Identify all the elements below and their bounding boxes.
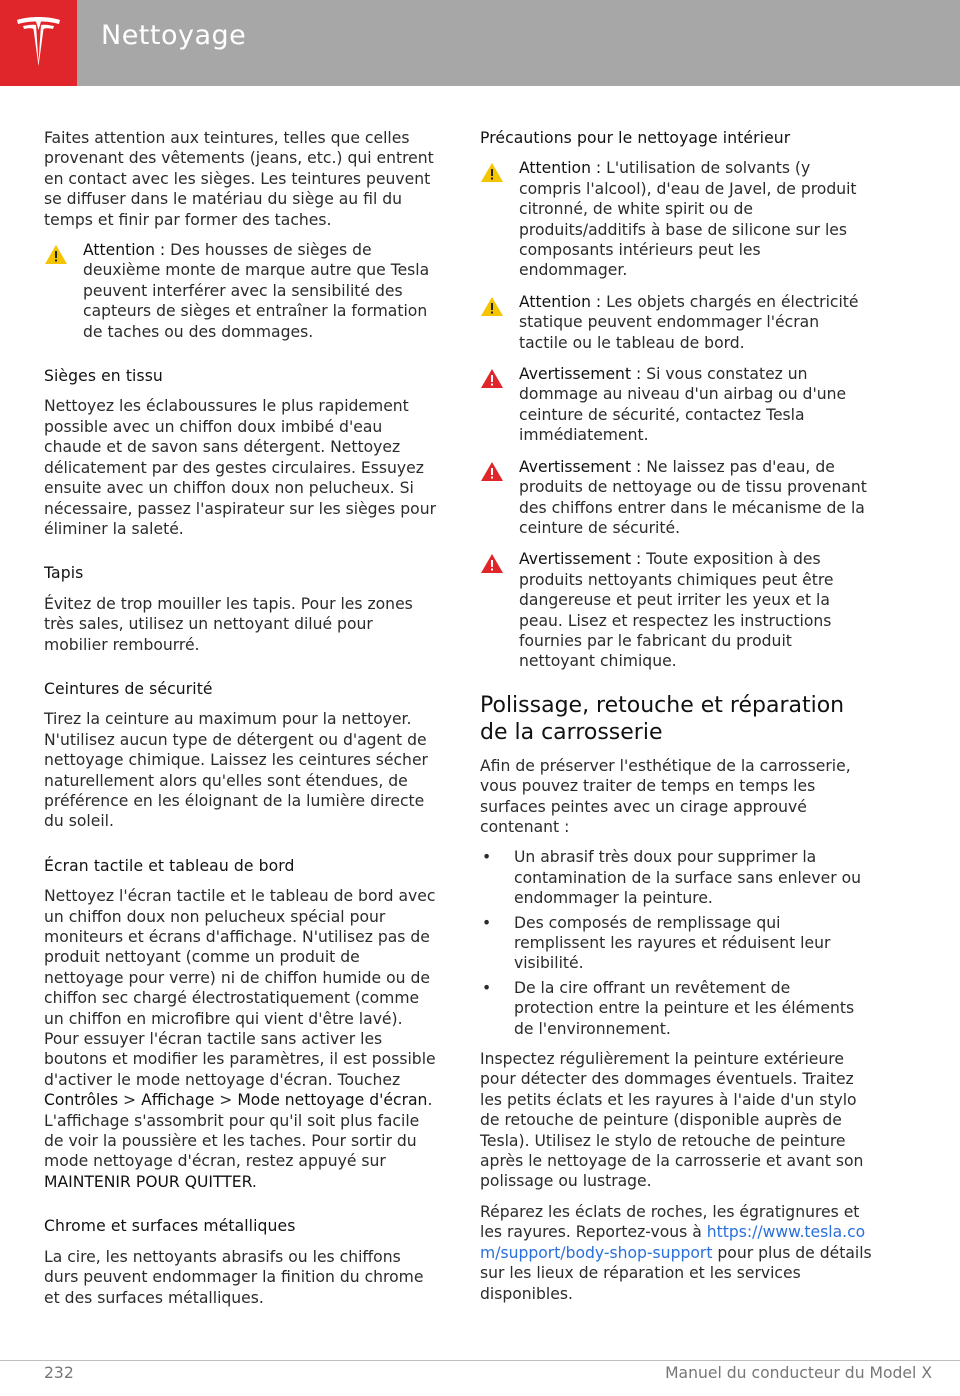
heading-fabric-seats: Sièges en tissu bbox=[44, 367, 163, 386]
list-item-text: Un abrasif très doux pour supprimer la contamination de la surface sans enlever ou endommager la peinture. bbox=[514, 848, 861, 908]
carpets-text: Évitez de trop mouiller les tapis. Pour les zones très sales, utilisez un nettoyant dilué pour mobilier rembourré. bbox=[44, 594, 413, 654]
bullet-marker: • bbox=[482, 978, 492, 997]
warning-notice bbox=[480, 549, 872, 671]
touchscreen-text-part: . L'affichage s'assombrit pour qu'il soit plus facile de voir la poussière et les taches. Pour sortir du mode nettoyage d'écran, restez appuyé sur bbox=[44, 1091, 433, 1171]
intro-paragraph: Faites attention aux teintures, telles que celles provenant des vêtements (jeans, etc.) qui entrent en contact avec les sièges. Les teintures peuvent se diffuser dans le matériau du siège au fil du temps et finir par former des taches. bbox=[44, 129, 434, 229]
right-column bbox=[480, 128, 872, 1314]
warning-triangle-icon bbox=[480, 368, 504, 389]
warning-notice bbox=[480, 364, 872, 446]
touchscreen-text-part: Nettoyez l'écran tactile et le tableau de bord avec un chiffon doux non pelucheux spécial pour moniteurs et écrans d'affichage. N'utilisez pas de produit nettoyant (comme un produit de nettoyage pour verre) ni de chiffon humide ou de chiffon sec chargé électrostatiquement (comme un chiffon en microfibre qui vient d'être lavé). Pour essuyer l'écran tactile sans activer les boutons et modifier les paramètres, il est possible d'activer le mode nettoyage d'écran. Touchez bbox=[44, 887, 436, 1089]
hold-to-exit-label: MAINTENIR POUR QUITTER bbox=[44, 1172, 252, 1191]
heading-precautions: Précautions pour le nettoyage intérieur bbox=[480, 129, 791, 147]
list-item bbox=[480, 978, 872, 1039]
tesla-logo bbox=[0, 0, 77, 86]
caution-label: Attention : bbox=[519, 159, 602, 178]
page-header bbox=[0, 0, 960, 86]
manual-name: Manuel du conducteur du Model X bbox=[665, 1364, 932, 1382]
bullet-marker: • bbox=[482, 913, 492, 932]
bullet-marker: • bbox=[482, 848, 492, 867]
menu-display: Affichage bbox=[141, 1091, 215, 1110]
repair-paragraph bbox=[480, 1202, 872, 1304]
list-item-text: Des composés de remplissage qui remplissent les rayures et réduisent leur visibilité. bbox=[514, 913, 831, 973]
caution-notice bbox=[480, 292, 872, 353]
fabric-seats-text: Nettoyez les éclaboussures le plus rapidement possible avec un chiffon doux imbibé d'eau chaude et de savon sans détergent. Nettoyez délicatement par des gestes circulaires. Essuyez ensuite avec un chiffon doux non pelucheux. Si nécessaire, passez l'aspirateur sur les sièges pour éliminer la saleté. bbox=[44, 397, 436, 538]
list-item-text: De la cire offrant un revêtement de protection entre la peinture et les éléments de l'environnement. bbox=[514, 978, 855, 1038]
warning-triangle-icon bbox=[480, 461, 504, 482]
touchscreen-text bbox=[44, 886, 436, 1192]
polish-bullet-list bbox=[480, 847, 872, 1039]
polishing-intro: Afin de préserver l'esthétique de la carrosserie, vous pouvez traiter de temps en temps les surfaces peintes avec un cirage approuvé contenant : bbox=[480, 756, 851, 836]
menu-separator: > bbox=[118, 1091, 142, 1110]
left-column bbox=[44, 128, 436, 1318]
body-shop-support-link[interactable]: https://www.tesla.com/support/body-shop-support bbox=[480, 1223, 866, 1262]
page-title: Nettoyage bbox=[101, 20, 247, 51]
menu-controls: Contrôles bbox=[44, 1091, 119, 1110]
caution-notice bbox=[480, 158, 872, 280]
menu-screen-clean-mode: Mode nettoyage d'écran bbox=[237, 1091, 428, 1110]
page-number: 232 bbox=[44, 1364, 74, 1382]
caution-text: Des housses de sièges de deuxième monte de marque autre que Tesla peuvent interférer avec la sensibilité des capteurs de sièges et entraîner la formation de taches ou des dommages. bbox=[83, 241, 430, 341]
heading-chrome: Chrome et surfaces métalliques bbox=[44, 1217, 296, 1236]
inspect-paragraph: Inspectez régulièrement la peinture extérieure pour détecter des dommages éventuels. Traitez les petits éclats et les rayures à l'aide d'un stylo de retouche de peinture (disponible auprès de Tesla). Utilisez le stylo de retouche de peinture après le nettoyage de la carrosserie et avant son polissage ou lustrage. bbox=[480, 1050, 864, 1191]
caution-triangle-icon bbox=[480, 296, 504, 317]
warning-text: Ne laissez pas d'eau, de produits de nettoyage ou de tissu provenant des chiffons entrer dans le mécanisme de la ceinture de sécurité. bbox=[519, 457, 867, 537]
caution-triangle-icon bbox=[44, 244, 68, 265]
heading-carpets: Tapis bbox=[44, 564, 84, 583]
tesla-logo-icon bbox=[15, 16, 62, 68]
warnings-list bbox=[480, 158, 872, 671]
chrome-text: La cire, les nettoyants abrasifs ou les chiffons durs peuvent endommager la finition du chrome et des surfaces métalliques. bbox=[44, 1247, 424, 1307]
caution-triangle-icon bbox=[480, 162, 504, 183]
list-item bbox=[480, 913, 872, 974]
warning-triangle-icon bbox=[480, 553, 504, 574]
caution-text: L'utilisation de solvants (y compris l'alcool), d'eau de Javel, de produit citronné, de white spirit ou de produits/additifs à base de silicone sur les composants intérieurs peut les endommager. bbox=[519, 159, 857, 280]
heading-touchscreen: Écran tactile et tableau de bord bbox=[44, 856, 295, 875]
seat-belts-text: Tirez la ceinture au maximum pour la nettoyer. N'utilisez aucun type de détergent ou d'agent de nettoyage chimique. Laissez les ceintures sécher naturellement alors qu'elles sont étendues, de préférence en les éloignant de la lumière directe du soleil. bbox=[44, 710, 428, 831]
caution-label: Attention : bbox=[83, 241, 166, 260]
repair-text-part: pour plus de détails sur les lieux de réparation et les services disponibles. bbox=[480, 1243, 872, 1303]
warning-notice bbox=[480, 457, 872, 539]
warning-label: Avertissement : bbox=[519, 365, 642, 384]
caution-label: Attention : bbox=[519, 292, 602, 311]
list-item bbox=[480, 847, 872, 908]
warning-text: Toute exposition à des produits nettoyants chimiques peut être dangereuse et peut irriter les yeux et la peau. Lisez et respectez les instructions fournies par le fabricant du produit nettoyant chimique. bbox=[519, 550, 834, 671]
heading-seat-belts: Ceintures de sécurité bbox=[44, 679, 213, 698]
caution-text: Les objets chargés en électricité statique peuvent endommager l'écran tactile ou le tableau de bord. bbox=[519, 292, 859, 352]
repair-text-part: Réparez les éclats de roches, les égratignures et les rayures. Reportez-vous à bbox=[480, 1202, 860, 1242]
menu-separator: > bbox=[214, 1091, 238, 1110]
warning-text: Si vous constatez un dommage au niveau d'un airbag ou d'une ceinture de sécurité, contactez Tesla immédiatement. bbox=[519, 365, 847, 445]
warning-label: Avertissement : bbox=[519, 550, 642, 569]
warning-label: Avertissement : bbox=[519, 457, 642, 476]
caution-notice bbox=[44, 240, 436, 342]
heading-polishing: Polissage, retouche et réparation de la carrosserie bbox=[480, 692, 845, 745]
footer-divider bbox=[0, 1360, 960, 1361]
touchscreen-text-part: . bbox=[251, 1172, 257, 1191]
